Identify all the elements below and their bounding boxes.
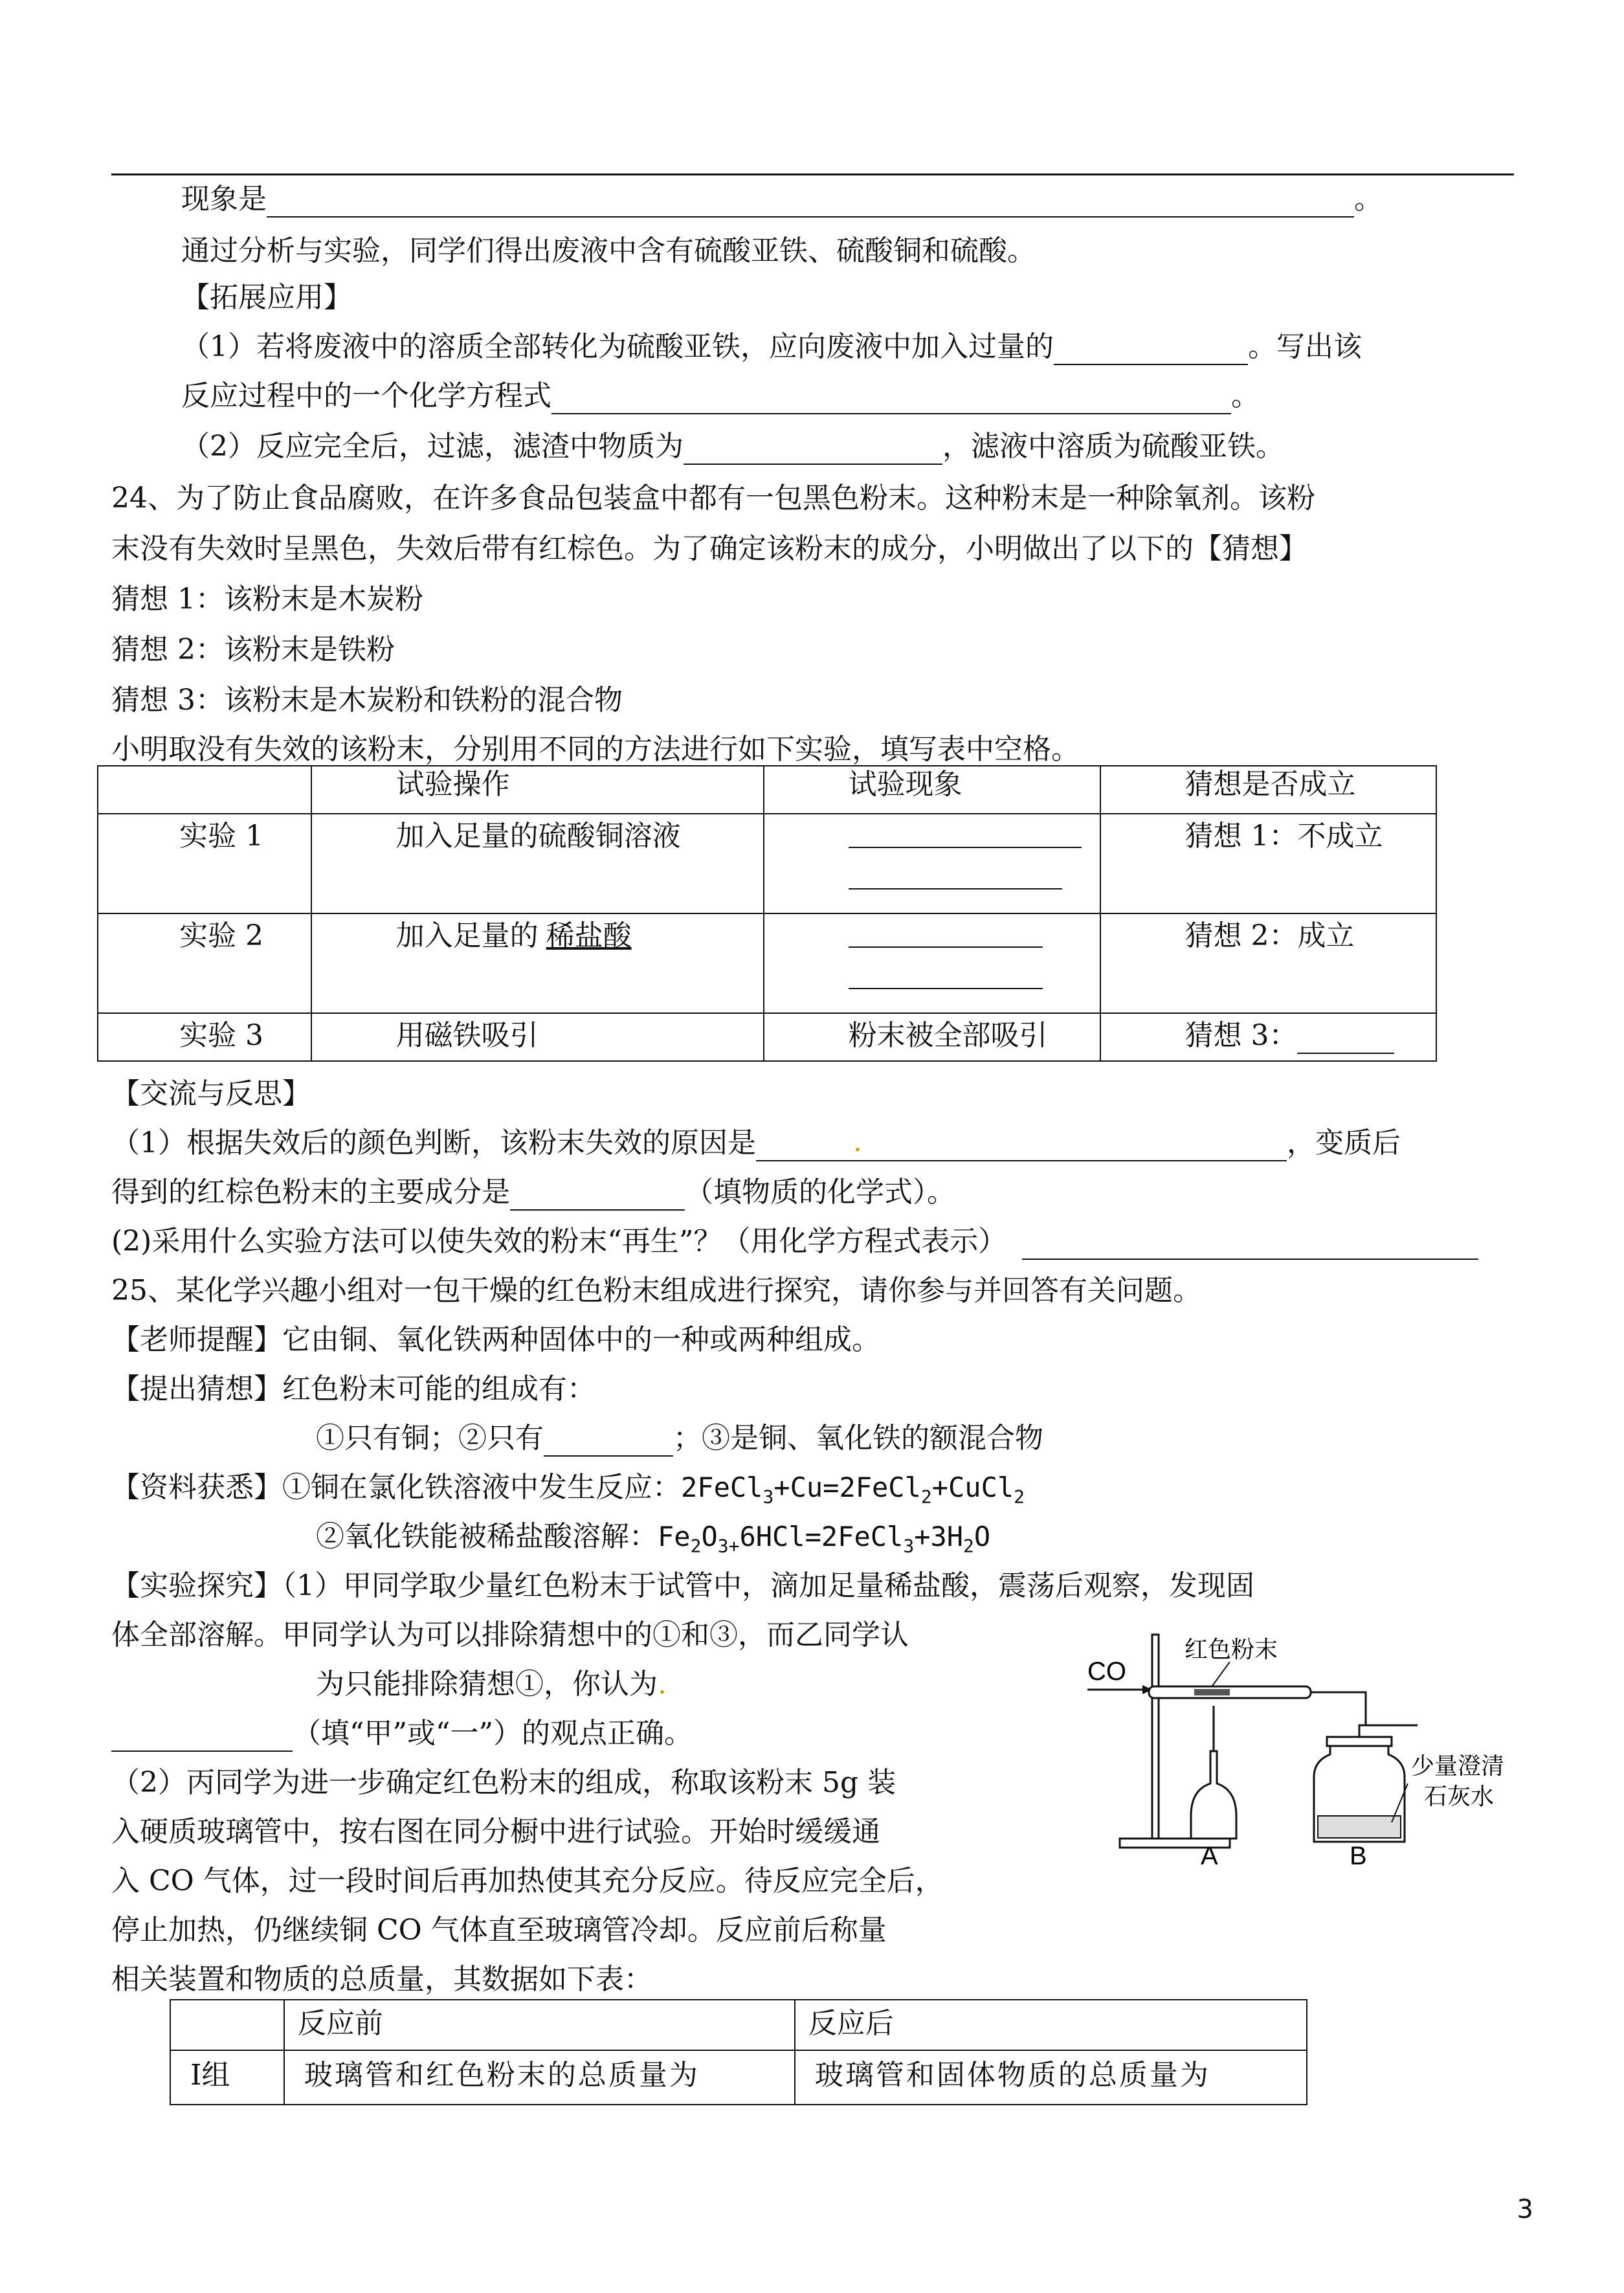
reflect-heading: 【交流与反思】	[111, 1077, 311, 1110]
phenomenon-line	[181, 181, 1383, 218]
experiment-table-header	[98, 766, 1436, 814]
phenomenon-label: 现象是	[181, 183, 267, 216]
stand-rod	[1152, 1635, 1159, 1842]
label-a: A	[1201, 1842, 1218, 1868]
conclusion-text: 通过分析与实验，同学们得出废液中含有硫酸亚铁、硫酸铜和硫酸。	[181, 234, 1036, 267]
apparatus-figure	[1081, 1622, 1534, 1868]
table-row	[98, 814, 1436, 913]
part2-1: （2）丙同学为进一步确定红色粉末的组成，称取该粉末 5g 装	[111, 1766, 896, 1799]
page-number: 3	[1517, 2195, 1533, 2224]
explore-3	[316, 1666, 667, 1703]
equation-end: 。	[1231, 379, 1260, 412]
stray-mark: .	[658, 1668, 667, 1701]
extension-2-tail: ，滤液中溶质为硫酸亚铁。	[942, 430, 1284, 463]
result-cell: 猜想 1：不成立	[1100, 814, 1437, 913]
header-cell: 反应后	[795, 2000, 1307, 2050]
info-line-1	[111, 1470, 1025, 1515]
regenerate-blank[interactable]	[1022, 1229, 1478, 1260]
hypothesis-tail: ；③是铜、氧化铁的额混合物	[673, 1422, 1043, 1455]
limewater-label-1: 少量澄清	[1411, 1752, 1505, 1779]
extension-1-text: （1）若将废液中的溶质全部转化为硫酸亚铁，应向废液中加入过量的	[181, 330, 1054, 363]
result-blank[interactable]	[1297, 1027, 1394, 1054]
header-cell: 试验现象	[764, 766, 1100, 814]
limewater	[1318, 1816, 1401, 1838]
guess-2: 猜想 2：该粉末是铁粉	[111, 633, 395, 666]
table-row	[170, 2050, 1307, 2105]
result-cell: 猜想 2：成立	[1100, 913, 1437, 1013]
phenomenon-cell	[764, 913, 1100, 1013]
hypothesis-heading: 【提出猜想】红色粉末可能的组成有：	[111, 1372, 595, 1405]
part2-5: 相关装置和物质的总质量，其数据如下表：	[111, 1963, 652, 1996]
group-cell: Ⅰ组	[170, 2050, 284, 2105]
guess-1: 猜想 1：该粉末是木炭粉	[111, 583, 423, 616]
part2-4: 停止加热，仍继续铜 CO 气体直至玻璃管冷却。反应前后称量	[111, 1914, 887, 1947]
row-name: 实验 2	[98, 913, 311, 1013]
table-lead: 小明取没有失效的该粉末，分别用不同的方法进行如下实验，填写表中空格。	[111, 733, 1080, 766]
operation-cell	[311, 913, 764, 1013]
reflect-1-text: （1）根据失效后的颜色判断，该粉末失效的原因是	[111, 1126, 756, 1159]
experiment-table	[97, 765, 1437, 1062]
phenomenon-cell: 粉末被全部吸引	[764, 1013, 1100, 1061]
equation-blank[interactable]	[551, 383, 1231, 414]
phenomenon-blank[interactable]	[849, 918, 1043, 948]
after-cell: 玻璃管和固体物质的总质量为	[795, 2050, 1307, 2105]
explore-1: 【实验探究】（1）甲同学取少量红色粉末于试管中，滴加足量稀盐酸，震荡后观察，发现固	[111, 1569, 1254, 1602]
powder-label: 红色粉末	[1185, 1636, 1278, 1662]
header-rule	[111, 173, 1514, 175]
info-line-2	[316, 1519, 990, 1564]
reflect-2-text: (2)采用什么实验方法可以使失效的粉末“再生”？（用化学方程式表示）	[111, 1225, 1007, 1258]
result-cell	[1100, 1013, 1437, 1061]
reflect-1b-text: 得到的红棕色粉末的主要成分是	[111, 1176, 510, 1209]
reflect-1-tail: ，变质后	[1287, 1126, 1401, 1159]
phenomenon-cell	[764, 814, 1100, 913]
teacher-tip: 【老师提醒】它由铜、氧化铁两种固体中的一种或两种组成。	[111, 1323, 880, 1356]
q24-intro-2: 末没有失效时呈黑色，失效后带有红棕色。为了确定该粉末的成分，小明做出了以下的【猜想】	[111, 532, 1307, 565]
mass-table-header	[170, 2000, 1307, 2050]
extension-heading: 【拓展应用】	[181, 281, 352, 314]
info-2-text: ②氧化铁能被稀盐酸溶解：	[316, 1520, 658, 1553]
equation-1: 2FeCl$_3$+Cu=2FeCl$_2$+CuCl$_2$	[681, 1471, 1025, 1508]
alcohol-lamp	[1191, 1751, 1236, 1839]
hypothesis-blank[interactable]	[544, 1426, 673, 1457]
residue-blank[interactable]	[684, 434, 942, 465]
operation-answer: 稀盐酸	[546, 919, 632, 952]
extension-1-line	[181, 329, 1362, 365]
row-name: 实验 3	[98, 1013, 311, 1061]
equation-label: 反应过程中的一个化学方程式	[181, 379, 551, 412]
operation-text: 加入足量的	[395, 919, 539, 952]
red-powder	[1194, 1689, 1230, 1695]
label-b: B	[1350, 1842, 1367, 1868]
extension-1-tail: 。写出该	[1248, 330, 1362, 363]
reflect-1b-line	[111, 1174, 955, 1211]
result-text: 猜想 3：	[1185, 1019, 1298, 1052]
row-name: 实验 1	[98, 814, 311, 913]
hypothesis-options	[316, 1420, 1043, 1457]
operation-cell: 加入足量的硫酸铜溶液	[311, 814, 764, 913]
explore-4	[111, 1716, 693, 1752]
co-label: CO	[1087, 1657, 1126, 1686]
phenomenon-blank[interactable]	[267, 186, 1354, 218]
equation-line	[181, 378, 1260, 414]
part2-3: 入 CO 气体，过一段时间后再加热使其充分反应。待反应完全后，	[111, 1864, 944, 1897]
info-label: 【资料获悉】	[111, 1471, 282, 1504]
cause-blank[interactable]	[756, 1125, 1287, 1161]
table-row	[98, 1013, 1436, 1061]
operation-cell: 用磁铁吸引	[311, 1013, 764, 1061]
hypothesis-text: ①只有铜；②只有	[316, 1422, 544, 1455]
info-1-text: ①铜在氯化铁溶液中发生反应：	[282, 1471, 681, 1504]
equation-2: $Fe_2O_{3+}6HCl=2FeCl_3+3H_2O$	[658, 1521, 991, 1557]
header-cell: 猜想是否成立	[1100, 766, 1437, 814]
before-cell: 玻璃管和红色粉末的总质量为	[284, 2050, 795, 2105]
guess-3: 猜想 3：该粉末是木炭粉和铁粉的混合物	[111, 684, 623, 717]
q24-intro-1: 24、为了防止食品腐败，在许多食品包装盒中都有一包黑色粉末。这种粉末是一种除氧剂。该粉	[111, 482, 1315, 515]
opinion-blank[interactable]	[111, 1721, 293, 1752]
phenomenon-blank[interactable]	[849, 818, 1082, 848]
q25-intro: 25、某化学兴趣小组对一包干燥的红色粉末组成进行探究，请你参与并回答有关问题。	[111, 1274, 1201, 1307]
explore-2: 体全部溶解。甲同学认为可以排除猜想中的①和③，而乙同学认	[111, 1618, 909, 1651]
phenomenon-blank[interactable]	[849, 860, 1062, 889]
formula-blank[interactable]	[510, 1180, 685, 1211]
header-cell	[170, 2000, 284, 2050]
phenomenon-blank[interactable]	[849, 959, 1043, 989]
limewater-label-2: 石灰水	[1424, 1783, 1495, 1809]
table-row	[98, 913, 1436, 1013]
extension-2-line	[181, 429, 1284, 465]
reflect-1-line	[111, 1125, 1401, 1161]
header-cell: 试验操作	[311, 766, 764, 814]
explore-4-text: （填“甲”或“一”）的观点正确。	[293, 1717, 693, 1750]
header-cell	[98, 766, 311, 814]
part2-2: 入硬质玻璃管中，按右图在同分橱中进行试验。开始时缓缓通	[111, 1815, 880, 1848]
reflect-2-line	[111, 1224, 1478, 1260]
header-cell: 反应前	[284, 2000, 795, 2050]
extension-2-text: （2）反应完全后，过滤，滤渣中物质为	[181, 430, 684, 463]
reflect-1b-tail: （填物质的化学式）。	[685, 1176, 955, 1209]
mass-table	[170, 1999, 1307, 2105]
phenomenon-end: 。	[1354, 183, 1383, 216]
excess-reagent-blank[interactable]	[1054, 334, 1248, 365]
stray-mark: .	[853, 1125, 862, 1158]
explore-3-text: 为只能排除猜想①，你认为	[316, 1668, 658, 1701]
